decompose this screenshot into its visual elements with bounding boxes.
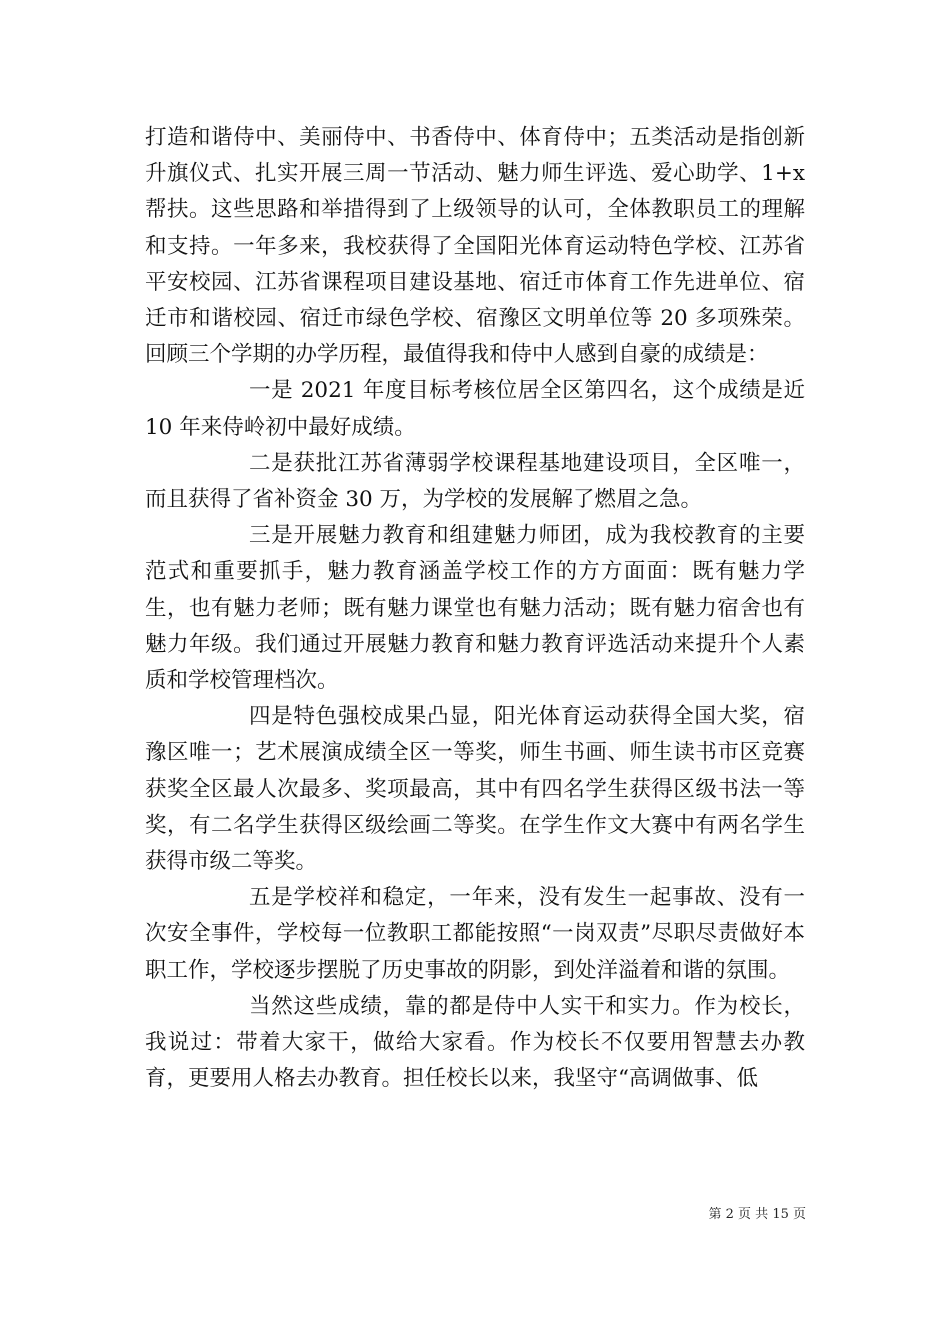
document-body — [145, 120, 805, 1097]
paragraph-6: 五是学校祥和稳定，一年来，没有发生一起事故、没有一次安全事件，学校每一位教职工都能按照“一岗双责”尽职尽责做好本职工作，学校逐步摆脱了历史事故的阴影，到处洋溢着和谐的氛围。 — [145, 885, 805, 983]
paragraph-5: 四是特色强校成果凸显，阳光体育运动获得全国大奖，宿豫区唯一；艺术展演成绩全区一等奖，师生书画、师生读书市区竞赛获奖全区最人次最多、奖项最高，其中有四名学生获得区级书法一等奖，有二名学生获得区级绘画二等奖。在学生作文大赛中有两名学生获得市级二等奖。 — [145, 704, 805, 875]
paragraph-1: 打造和谐侍中、美丽侍中、书香侍中、体育侍中；五类活动是指创新升旗仪式、扎实开展三周一节活动、魅力师生评选、爱心助学、1+x 帮扶。这些思路和举措得到了上级领导的认可，全体教职员工的理解和支持。一年多来，我校获得了全国阳光体育运动特色学校、江苏省平安校园、江苏省课程项目建设基地、宿迁市体育工作先进单位、宿迁市和谐校园、宿迁市绿色学校、宿豫区文明单位等 20 多项殊荣。回顾三个学期的办学历程，最值得我和侍中人感到自豪的成绩是： — [145, 125, 805, 368]
paragraph-4: 三是开展魅力教育和组建魅力师团，成为我校教育的主要范式和重要抓手，魅力教育涵盖学校工作的方方面面：既有魅力学生，也有魅力老师；既有魅力课堂也有魅力活动；既有魅力宿舍也有魅力年级。我们通过开展魅力教育和魅力教育评选活动来提升个人素质和学校管理档次。 — [145, 523, 805, 694]
page-number: 第 2 页 共 15 页 — [708, 1207, 806, 1222]
paragraph-3: 二是获批江苏省薄弱学校课程基地建设项目，全区唯一，而且获得了省补资金 30 万，为学校的发展解了燃眉之急。 — [145, 450, 805, 513]
paragraph-2: 一是 2021 年度目标考核位居全区第四名，这个成绩是近 10 年来侍岭初中最好成绩。 — [145, 378, 805, 440]
paragraph-7: 当然这些成绩，靠的都是侍中人实干和实力。作为校长，我说过：带着大家干，做给大家看。作为校长不仅要用智慧去办教育，更要用人格去办教育。担任校长以来，我坚守“高调做事、低 — [145, 993, 805, 1092]
